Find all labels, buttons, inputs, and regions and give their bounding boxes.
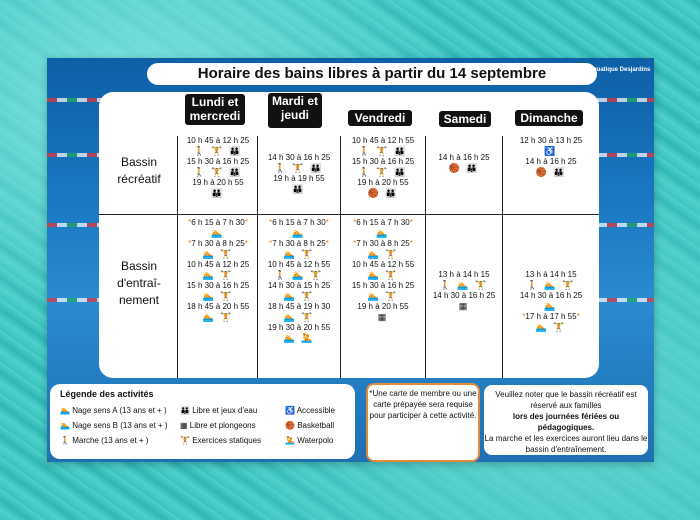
time-slot [504,136,598,146]
time-slot [259,174,339,184]
time-slot [179,178,257,188]
time-slot [259,302,339,312]
schedule-table [99,92,599,378]
legend-item [60,406,167,415]
time-text: 15 h 30 à 16 h 25 [351,281,415,290]
time-text: 19 h à 20 h 55 [357,302,409,311]
cell-recreatif-vendredi [342,136,424,199]
time-text: 14 h 30 à 16 h 25 [267,153,331,162]
centre-city: Granby [569,76,591,82]
activity-icons: 🏊 🏋 [367,249,399,259]
time-text: 13 h à 14 h 15 [438,270,490,279]
activity-icons: 🏊 🏋 [283,312,315,322]
time-slot [259,218,339,228]
activity-icons: 🏊 [376,228,390,238]
legend-label: Libre et plongeons [189,421,256,430]
legend-label: Libre et jeux d'eau [192,406,258,415]
activity-icons: 🏊 🏋 [202,270,234,280]
activity-icons: 🏊 🤽 [283,333,315,343]
time-text: 6 h 15 à 7 h 30 [272,218,326,227]
time-text: 7 h 30 à 8 h 25 [356,239,410,248]
time-slot [342,157,424,167]
time-text: 15 h 30 à 16 h 25 [186,157,250,166]
activity-icons: ♿ [544,146,558,156]
activity-icons: 🚶 🏋 👪 [274,163,324,173]
time-text: 14 h à 16 h 25 [438,153,490,162]
walking-icon: 🚶 [60,436,70,445]
swim-b-icon: 🏊 [60,421,70,430]
time-text: 19 h à 20 h 55 [357,178,409,187]
membership-star: * [188,239,192,248]
time-slot [179,157,257,167]
time-slot [342,178,424,188]
page-title: Horaire des bains libres à partir du 14 septembre [147,63,597,85]
diving-icon: ▦ [180,421,188,430]
grid-line [99,214,599,215]
activity-icons: 🏊 🏋 [283,291,315,301]
time-text: 18 h 45 à 20 h 55 [186,302,250,311]
membership-star: * [244,239,248,248]
time-text: 18 h 45 à 19 h 30 [267,302,331,311]
time-slot [342,239,424,249]
legend-item [285,421,334,430]
time-text: 13 h à 14 h 15 [525,270,577,279]
day-header-lunmer: Lundi et mercredi [185,94,245,125]
swim-a-icon: 🏊 [60,406,70,415]
activity-icons: 🏊 [292,228,306,238]
activity-icons: 🏀 👪 [535,167,567,177]
time-text: 10 h 45 à 12 h 55 [351,136,415,145]
activity-icons: 🚶 🏊 🏋 [439,280,489,290]
time-slot [179,218,257,228]
legend [50,384,355,459]
row-label-entrainement [109,258,169,309]
time-slot [427,291,501,301]
accessible-icon: ♿ [285,406,295,415]
day-header-dimanche: Dimanche [515,110,583,126]
cell-entrainement-marjeu [259,218,339,344]
row-label-text: Bassin récréatif [117,155,161,186]
membership-star: * [188,218,192,227]
time-slot [259,239,339,249]
time-text: 19 h à 20 h 55 [192,178,244,187]
activity-icons: 🏊 🏋 [202,291,234,301]
activity-icons: 🚶 🏊 🏋 [526,280,576,290]
exercise-icon: 🏋 [180,436,190,445]
legend-label: Nage sens A (13 ans et + ) [72,406,167,415]
time-slot [179,239,257,249]
time-text: 6 h 15 à 7 h 30 [356,218,410,227]
cell-recreatif-samedi [427,153,501,174]
legend-label: Nage sens B (13 ans et + ) [72,421,168,430]
membership-star: * [409,239,413,248]
time-slot [504,312,598,322]
legend-item [60,436,148,445]
time-text: 7 h 30 à 8 h 25 [272,239,326,248]
time-text: 17 h à 17 h 55 [525,312,577,321]
legend-item [180,421,256,430]
activity-icons: 🚶 🏋 👪 [358,146,408,156]
centre-name [569,66,651,84]
time-text: 15 h 30 à 16 h 25 [186,281,250,290]
time-slot [179,136,257,146]
time-slot [259,323,339,333]
membership-star: * [325,218,329,227]
time-slot [427,270,501,280]
time-text: 10 h 45 à 12 h 25 [186,136,250,145]
time-slot [342,260,424,270]
legend-item [60,421,168,430]
membership-star: * [325,239,329,248]
membership-star: * [576,312,580,321]
legend-item [180,436,261,445]
legend-label: Exercices statiques [192,436,262,445]
legend-label: Basketball [297,421,335,430]
time-slot [259,153,339,163]
time-text: 10 h 45 à 12 h 55 [351,260,415,269]
cell-recreatif-lunmer [179,136,257,199]
time-slot [179,260,257,270]
activity-icons: 🏊 🏋 [202,312,234,322]
activity-icons: 🏊 🏋 [535,322,567,332]
activity-icons: 🏊 🏋 [367,270,399,280]
time-slot [427,153,501,163]
grid-line [425,136,426,378]
time-text: 19 h 30 à 20 h 55 [267,323,331,332]
legend-title: Légende des activités [60,389,154,399]
waterpolo-icon: 🤽 [285,436,295,445]
activity-icons: ▦ [458,301,470,311]
day-header-samedi: Samedi [439,111,491,127]
grid-line [177,136,178,378]
time-slot [504,270,598,280]
time-slot [342,302,424,312]
activity-icons: 🏊 [211,228,225,238]
legend-item [285,436,333,445]
activity-icons: 🚶 🏋 👪 [193,167,243,177]
activity-icons: 🏊 🏋 [367,291,399,301]
membership-note: *Une carte de membre ou une carte prépayée sera requise pour participer à cette activité. [366,383,480,462]
legend-label: Waterpolo [297,436,334,445]
activity-icons: 🚶 🏋 👪 [193,146,243,156]
time-text: 14 h 30 à 16 h 25 [519,291,583,300]
time-text: 6 h 15 à 7 h 30 [191,218,245,227]
time-text: 7 h 30 à 8 h 25 [191,239,245,248]
basketball-icon: 🏀 [285,421,295,430]
activity-icons: ▦ [377,312,389,322]
cell-entrainement-vendredi [342,218,424,323]
membership-star: * [409,218,413,227]
time-slot [259,260,339,270]
cell-entrainement-dimanche [504,270,598,333]
membership-star: * [353,239,357,248]
activity-icons: 🚶 🏋 👪 [358,167,408,177]
membership-star: * [269,218,273,227]
info-note-bold: lors des journées fériées ou pédagogiques. [512,412,620,432]
day-header-vendredi: Vendredi [348,110,412,126]
day-header-marjeu: Mardi et jeudi [268,93,322,128]
grid-line [502,136,503,378]
time-text: 15 h 30 à 16 h 25 [351,157,415,166]
activity-icons: 🏊 🏋 [283,249,315,259]
legend-item [285,406,335,415]
row-label-text: Bassin d'entraî-nement [117,259,161,307]
time-text: 14 h 30 à 16 h 25 [432,291,496,300]
time-slot [504,157,598,167]
schedule-poster [47,58,654,462]
time-slot [259,281,339,291]
time-slot [179,281,257,291]
cell-recreatif-dimanche [504,136,598,178]
time-text: 10 h 45 à 12 h 55 [267,260,331,269]
time-text: 14 h 30 à 15 h 25 [267,281,331,290]
membership-star: * [353,218,357,227]
legend-item [180,406,257,415]
family-icon: 👪 [180,406,190,415]
time-slot [342,136,424,146]
cell-entrainement-lunmer [179,218,257,323]
time-text: 12 h 30 à 13 h 25 [519,136,583,145]
info-note-line2: La marche et les exercices auront lieu dans le bassin d'entraînement. [484,434,648,454]
activity-icons: 🏊 [544,301,558,311]
time-text: 19 h à 19 h 55 [273,174,325,183]
activity-icons: 🏀 👪 [367,188,399,198]
time-text: 14 h à 16 h 25 [525,157,577,166]
time-slot [504,291,598,301]
membership-star: * [522,312,526,321]
info-note-line1: Veuillez noter que le bassin récréatif est réservé aux familles [495,390,637,410]
centre-label: Centre aquatique Desjardins [569,67,651,73]
grid-line [257,136,258,378]
legend-label: Accessible [296,406,335,415]
cell-entrainement-samedi [427,270,501,312]
time-slot [342,218,424,228]
legend-label: Marche (13 ans et + ) [72,436,149,445]
grid-line [340,136,341,378]
time-text: 10 h 45 à 12 h 25 [186,260,250,269]
row-label-recreatif [109,154,169,188]
activity-icons: 🏀 👪 [448,163,480,173]
time-slot [179,302,257,312]
activity-icons: 🚶 🏊 🏋 [274,270,324,280]
time-slot [342,281,424,291]
activity-icons: 👪 [292,184,306,194]
membership-star: * [269,239,273,248]
activity-icons: 👪 [211,188,225,198]
info-note [484,385,648,455]
activity-icons: 🏊 🏋 [202,249,234,259]
membership-star: * [244,218,248,227]
cell-recreatif-marjeu [259,153,339,195]
